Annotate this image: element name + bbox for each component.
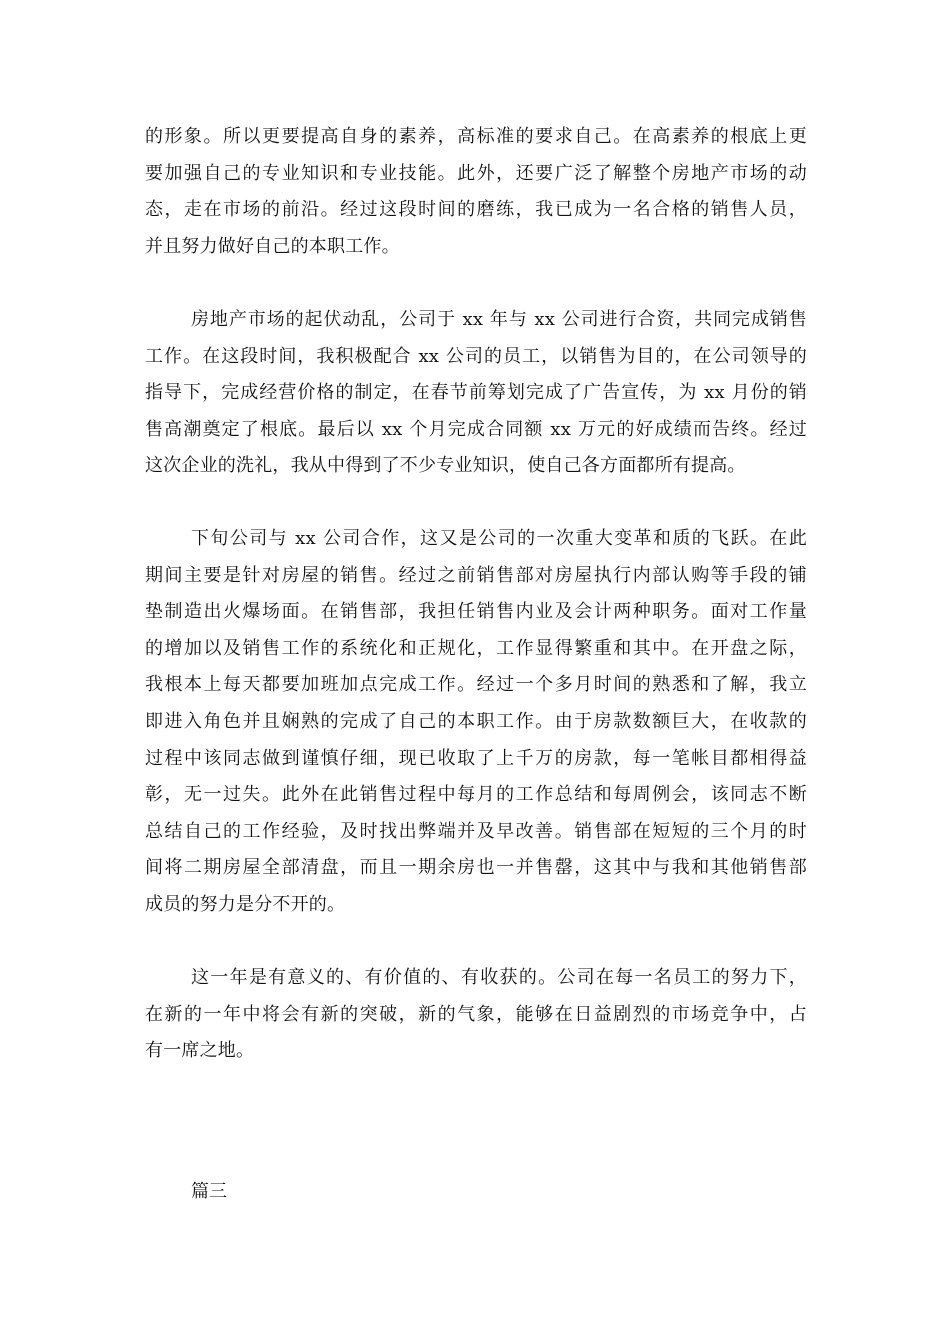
- paragraph-1: [145, 119, 807, 265]
- paragraph-line: 成员的努力是分不开的。: [145, 893, 346, 915]
- paragraph-line: 要加强自己的专业知识和专业技能。此外，还要广泛了解整个房地产市场的动: [145, 162, 807, 184]
- paragraph-2: [145, 302, 807, 485]
- paragraph-4: [145, 960, 807, 1070]
- paragraph-line: 垫制造出火爆场面。在销售部，我担任销售内业及会计两种职务。面对工作量: [145, 601, 807, 623]
- paragraph-line: 在新的一年中将会有新的突破，新的气象，能够在日益剧烈的市场竞争中，占: [145, 1003, 807, 1025]
- paragraph-line: 售高潮奠定了根底。最后以 xx 个月完成合同额 xx 万元的好成绩而告终。经过: [145, 418, 807, 440]
- paragraph-line: 过程中该同志做到谨慎仔细，现已收取了上千万的房款，每一笔帐目都相得益: [145, 747, 807, 769]
- paragraph-line: 工作。在这段时间，我积极配合 xx 公司的员工，以销售为目的，在公司领导的: [145, 345, 807, 367]
- paragraph-3: [145, 521, 807, 924]
- paragraph-line: 期间主要是针对房屋的销售。经过之前销售部对房屋执行内部认购等手段的铺: [145, 564, 807, 586]
- paragraph-line: 房地产市场的起伏动乱，公司于 xx 年与 xx 公司进行合资，共同完成销售: [191, 309, 807, 330]
- paragraph-line: 即进入角色并且娴熟的完成了自己的本职工作。由于房款数额巨大，在收款的: [145, 710, 807, 732]
- paragraph-line: 我根本上每天都要加班加点完成工作。经过一个多月时间的熟悉和了解，我立: [145, 674, 807, 696]
- section-heading: 篇三: [191, 1181, 227, 1202]
- paragraph-line: 并且努力做好自己的本职工作。: [145, 235, 400, 257]
- paragraph-line: 有一席之地。: [145, 1040, 255, 1062]
- paragraph-line: 指导下，完成经营价格的制定，在春节前筹划完成了广告宣传，为 xx 月份的销: [145, 382, 807, 404]
- paragraph-line: 这一年是有意义的、有价值的、有收获的。公司在每一名员工的努力下，: [191, 967, 807, 988]
- paragraph-line: 这次企业的洗礼，我从中得到了不少专业知识，使自己各方面都所有提高。: [145, 455, 746, 477]
- paragraph-line: 总结自己的工作经验，及时找出弊端并及早改善。销售部在短短的三个月的时: [145, 820, 807, 842]
- paragraph-line: 的增加以及销售工作的系统化和正规化，工作显得繁重和其中。在开盘之际，: [145, 637, 807, 659]
- paragraph-line: 下旬公司与 xx 公司合作，这又是公司的一次重大变革和质的飞跃。在此: [191, 528, 807, 549]
- paragraph-line: 彰，无一过失。此外在此销售过程中每月的工作总结和每周例会，该同志不断: [145, 784, 807, 806]
- paragraph-line: 的形象。所以更要提高自身的素养，高标准的要求自己。在高素养的根底上更: [145, 126, 807, 147]
- paragraph-line: 间将二期房屋全部清盘，而且一期余房也一并售罄，这其中与我和其他销售部: [145, 857, 807, 879]
- paragraph-line: 态，走在市场的前沿。经过这段时间的磨练，我已成为一名合格的销售人员，: [145, 199, 807, 221]
